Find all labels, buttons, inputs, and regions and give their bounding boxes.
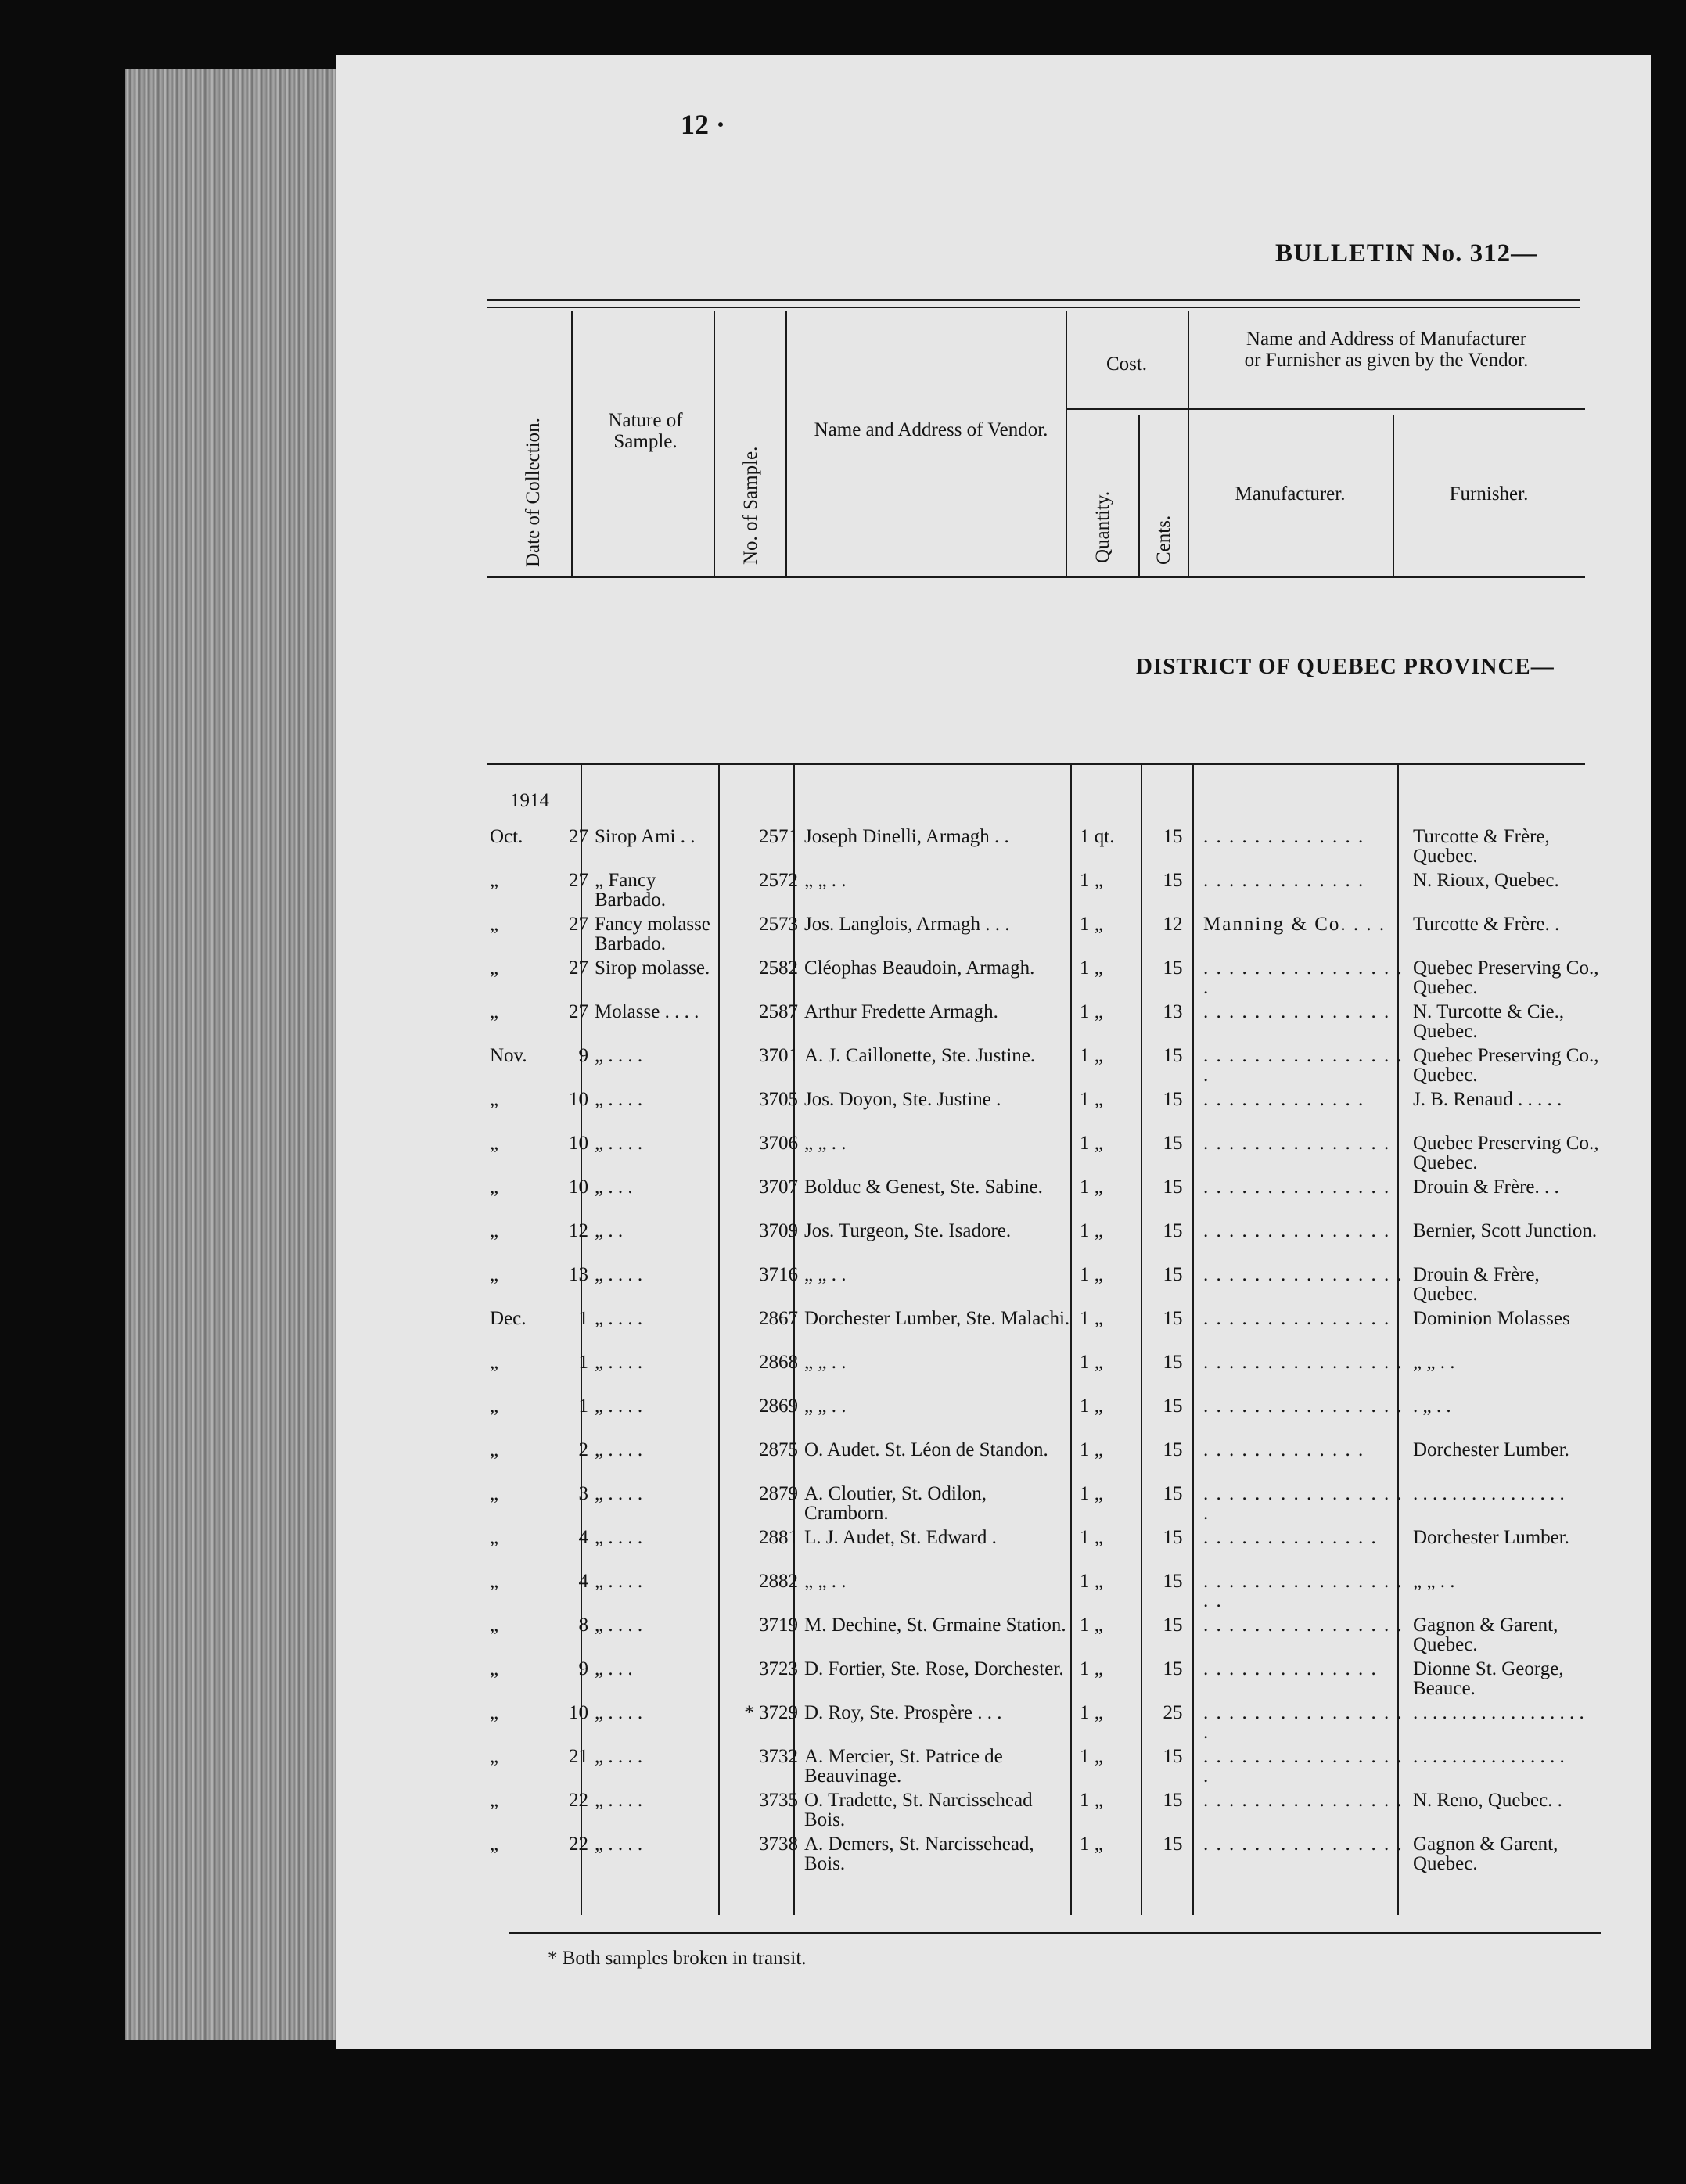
year-label: 1914 xyxy=(510,790,549,811)
date-day-cell: 27 xyxy=(569,914,588,935)
cost-cents-cell: 15 xyxy=(1163,1483,1183,1504)
date-month-cell: „ xyxy=(490,870,499,891)
sample-number-cell: 3705 xyxy=(759,1089,798,1110)
header-top-rule xyxy=(487,299,1580,301)
nature-of-sample-cell: „ . . . . xyxy=(595,1308,643,1329)
date-day-cell: 12 xyxy=(569,1220,588,1241)
manufacturer-cell: . . . . . . . . . . . . . . . xyxy=(1203,1220,1391,1241)
table-row xyxy=(487,1133,1612,1177)
furnisher-cell: Gagnon & Garent, Quebec. xyxy=(1413,1834,1558,1874)
cost-cents-cell: 12 xyxy=(1163,914,1183,935)
sample-number-cell: 2587 xyxy=(759,1001,798,1022)
manufacturer-cell: . . . . . . . . . . . . . xyxy=(1203,1439,1365,1460)
table-row xyxy=(487,958,1612,1002)
table-row xyxy=(487,914,1612,958)
furnisher-cell: N. Reno, Quebec. . xyxy=(1413,1790,1562,1811)
header-nature-of-sample: Nature of Sample. xyxy=(608,410,683,452)
samples-table xyxy=(487,827,1612,1878)
date-month-cell: „ xyxy=(490,1001,499,1022)
cost-cents-cell: 15 xyxy=(1163,1658,1183,1679)
vendor-name-address-cell: Jos. Langlois, Armagh . . . xyxy=(804,914,1010,935)
date-month-cell: „ xyxy=(490,1220,499,1241)
header-top-rule-2 xyxy=(487,307,1580,308)
furnisher-cell: Quebec Preserving Co., Quebec. xyxy=(1413,957,1599,998)
furnisher-cell: Dorchester Lumber. xyxy=(1413,1439,1569,1460)
vendor-name-address-cell: O. Audet. St. Léon de Standon. xyxy=(804,1439,1048,1460)
date-day-cell: 4 xyxy=(578,1527,588,1548)
nature-of-sample-cell: „ . . . . xyxy=(595,1089,643,1110)
manufacturer-cell: . . . . . . . . . . . . . . . . . xyxy=(1203,1746,1404,1787)
nature-of-sample-cell: „ . . . . xyxy=(595,1702,643,1723)
sample-number-cell: 2571 xyxy=(759,826,798,847)
table-row xyxy=(487,1396,1612,1440)
date-day-cell: 10 xyxy=(569,1089,588,1110)
header-no-of-sample: No. of Sample. xyxy=(740,446,761,565)
furnisher-cell: J. B. Renaud . . . . . xyxy=(1413,1089,1562,1110)
quantity-cell: 1 „ xyxy=(1080,1133,1103,1154)
date-day-cell: 8 xyxy=(578,1615,588,1636)
nature-of-sample-cell: „ . . . . xyxy=(595,1264,643,1285)
table-row xyxy=(487,1791,1612,1834)
cost-cents-cell: 15 xyxy=(1163,1176,1183,1198)
manufacturer-cell: . . . . . . . . . . . . . . . xyxy=(1203,1176,1391,1198)
quantity-cell: 1 „ xyxy=(1080,1089,1103,1110)
sample-number-cell: 2868 xyxy=(759,1352,798,1373)
nature-of-sample-cell: „ . . . . xyxy=(595,1834,643,1855)
header-furnisher: Furnisher. xyxy=(1449,483,1529,505)
table-row xyxy=(487,871,1612,914)
date-day-cell: 27 xyxy=(569,826,588,847)
nature-of-sample-cell: Sirop molasse. xyxy=(595,957,710,979)
vendor-name-address-cell: „ „ . . xyxy=(804,1133,847,1154)
table-row xyxy=(487,1615,1612,1659)
body-top-rule xyxy=(487,763,1585,765)
furnisher-cell: Bernier, Scott Junction. xyxy=(1413,1220,1598,1241)
date-day-cell: 27 xyxy=(569,1001,588,1022)
date-month-cell: Dec. xyxy=(490,1308,527,1329)
vendor-name-address-cell: Joseph Dinelli, Armagh . . xyxy=(804,826,1009,847)
nature-of-sample-cell: „ . . . . xyxy=(595,1483,643,1504)
cost-cents-cell: 15 xyxy=(1163,1352,1183,1373)
table-row xyxy=(487,1834,1612,1878)
date-day-cell: 13 xyxy=(569,1264,588,1285)
date-month-cell: „ xyxy=(490,1264,499,1285)
header-cost: Cost. xyxy=(1105,354,1148,375)
table-row xyxy=(487,1221,1612,1265)
vendor-name-address-cell: „ „ . . xyxy=(804,1352,847,1373)
cost-cents-cell: 15 xyxy=(1163,1439,1183,1460)
cost-cents-cell: 15 xyxy=(1163,870,1183,891)
cost-cents-cell: 15 xyxy=(1163,1308,1183,1329)
page-number: 12 · xyxy=(681,109,726,140)
date-month-cell: „ xyxy=(490,1658,499,1679)
table-row xyxy=(487,1703,1612,1747)
date-day-cell: 1 xyxy=(578,1352,588,1373)
furnisher-cell: „ „ . . xyxy=(1413,1352,1455,1373)
date-day-cell: 9 xyxy=(578,1045,588,1066)
nature-of-sample-cell: „ . . . xyxy=(595,1176,633,1198)
sample-number-cell: 2869 xyxy=(759,1396,798,1417)
quantity-cell: 1 qt. xyxy=(1080,826,1115,847)
date-month-cell: „ xyxy=(490,957,499,979)
manufacturer-cell: . . . . . . . . . . . . . . xyxy=(1203,1658,1378,1679)
date-month-cell: „ xyxy=(490,1439,499,1460)
sample-number-cell: * 3729 xyxy=(744,1702,798,1723)
sample-number-cell: 2582 xyxy=(759,957,798,979)
vendor-name-address-cell: Arthur Fredette Armagh. xyxy=(804,1001,998,1022)
furnisher-cell: Turcotte & Frère. . xyxy=(1413,914,1560,935)
sample-number-cell: 3723 xyxy=(759,1658,798,1679)
header-manufacturer: Manufacturer. xyxy=(1235,483,1346,505)
sample-number-cell: 3738 xyxy=(759,1834,798,1855)
table-row xyxy=(487,1484,1612,1528)
furnisher-cell: . . . . . . . . . . . . . . . . xyxy=(1413,1483,1565,1504)
table-row xyxy=(487,1747,1612,1791)
manufacturer-cell: . . . . . . . . . . . . . . . xyxy=(1203,1133,1391,1154)
date-month-cell: „ xyxy=(490,1834,499,1855)
table-row xyxy=(487,1572,1612,1615)
table-row xyxy=(487,1002,1612,1046)
date-month-cell: „ xyxy=(490,1702,499,1723)
vendor-name-address-cell: „ „ . . xyxy=(804,1264,847,1285)
sample-number-cell: 3716 xyxy=(759,1264,798,1285)
table-row xyxy=(487,1659,1612,1703)
date-month-cell: „ xyxy=(490,1133,499,1154)
quantity-cell: 1 „ xyxy=(1080,1527,1103,1548)
cost-cents-cell: 15 xyxy=(1163,1790,1183,1811)
date-month-cell: „ xyxy=(490,1089,499,1110)
vendor-name-address-cell: Bolduc & Genest, Ste. Sabine. xyxy=(804,1176,1043,1198)
sample-number-cell: 2875 xyxy=(759,1439,798,1460)
date-day-cell: 27 xyxy=(569,957,588,979)
header-cents: Cents. xyxy=(1153,515,1174,565)
vendor-name-address-cell: L. J. Audet, St. Edward . xyxy=(804,1527,997,1548)
quantity-cell: 1 „ xyxy=(1080,1352,1103,1373)
nature-of-sample-cell: „ . . . . xyxy=(595,1527,643,1548)
vendor-name-address-cell: Jos. Turgeon, Ste. Isadore. xyxy=(804,1220,1012,1241)
date-month-cell: „ xyxy=(490,1615,499,1636)
cost-cents-cell: 15 xyxy=(1163,1133,1183,1154)
quantity-cell: 1 „ xyxy=(1080,1439,1103,1460)
header-divider xyxy=(1188,311,1189,576)
cost-subrule xyxy=(1066,408,1188,410)
vendor-name-address-cell: „ „ . . xyxy=(804,1571,847,1592)
cost-cents-cell: 15 xyxy=(1163,1834,1183,1855)
furnisher-cell: Drouin & Frère, Quebec. xyxy=(1413,1264,1540,1305)
nature-of-sample-cell: „ . . xyxy=(595,1220,624,1241)
header-divider xyxy=(571,311,573,576)
sample-number-cell: 3707 xyxy=(759,1176,798,1198)
nature-of-sample-cell: „ . . . . xyxy=(595,1352,643,1373)
manufacturer-cell: . . . . . . . . . . . . . . . xyxy=(1203,1001,1391,1022)
table-row xyxy=(487,1309,1612,1352)
header-divider xyxy=(1138,415,1140,576)
table-row xyxy=(487,1528,1612,1572)
manufacturer-cell: . . . . . . . . . . . . . . . . . . xyxy=(1203,1571,1404,1611)
vendor-name-address-cell: O. Tradette, St. Narcissehead Bois. xyxy=(804,1790,1033,1830)
quantity-cell: 1 „ xyxy=(1080,1001,1103,1022)
furnisher-cell: Quebec Preserving Co., Quebec. xyxy=(1413,1045,1599,1086)
cost-cents-cell: 13 xyxy=(1163,1001,1183,1022)
sample-number-cell: 3706 xyxy=(759,1133,798,1154)
nature-of-sample-cell: „ . . . . xyxy=(595,1439,643,1460)
date-month-cell: Oct. xyxy=(490,826,523,847)
date-month-cell: „ xyxy=(490,1527,499,1548)
date-month-cell: „ xyxy=(490,1571,499,1592)
cost-cents-cell: 15 xyxy=(1163,1746,1183,1767)
sample-number-cell: 3732 xyxy=(759,1746,798,1767)
table-row xyxy=(487,1352,1612,1396)
table-row xyxy=(487,1046,1612,1090)
date-month-cell: Nov. xyxy=(490,1045,527,1066)
vendor-name-address-cell: Jos. Doyon, Ste. Justine . xyxy=(804,1089,1001,1110)
vendor-name-address-cell: A. J. Caillonette, Ste. Justine. xyxy=(804,1045,1036,1066)
sample-number-cell: 3701 xyxy=(759,1045,798,1066)
vendor-name-address-cell: D. Fortier, Ste. Rose, Dorchester. xyxy=(804,1658,1064,1679)
quantity-cell: 1 „ xyxy=(1080,1790,1103,1811)
manufacturer-cell: . . . . . . . . . . . . . . . . . xyxy=(1203,957,1404,998)
body-bottom-rule xyxy=(509,1932,1601,1934)
sample-number-cell: 2572 xyxy=(759,870,798,891)
cost-cents-cell: 15 xyxy=(1163,1045,1183,1066)
cost-cents-cell: 15 xyxy=(1163,1396,1183,1417)
vendor-name-address-cell: D. Roy, Ste. Prospère . . . xyxy=(804,1702,1002,1723)
date-day-cell: 22 xyxy=(569,1834,588,1855)
furnisher-cell: . „ . . xyxy=(1413,1396,1451,1417)
date-month-cell: „ xyxy=(490,1746,499,1767)
furnisher-cell: Gagnon & Garent, Quebec. xyxy=(1413,1615,1558,1655)
header-date-of-collection: Date of Collection. xyxy=(523,418,544,567)
nature-of-sample-cell: „ . . . xyxy=(595,1658,633,1679)
furnisher-cell: Quebec Preserving Co., Quebec. xyxy=(1413,1133,1599,1173)
date-day-cell: 22 xyxy=(569,1790,588,1811)
furnisher-cell: . . . . . . . . . . . . . . . . xyxy=(1413,1746,1565,1767)
manufacturer-cell: . . . . . . . . . . . . . . . . xyxy=(1203,1396,1404,1417)
quantity-cell: 1 „ xyxy=(1080,1045,1103,1066)
quantity-cell: 1 „ xyxy=(1080,1834,1103,1855)
manufacturer-cell: . . . . . . . . . . . . . xyxy=(1203,826,1365,847)
date-month-cell: „ xyxy=(490,1483,499,1504)
sample-number-cell: 2879 xyxy=(759,1483,798,1504)
date-day-cell: 10 xyxy=(569,1176,588,1198)
header-vendor: Name and Address of Vendor. xyxy=(814,419,1048,440)
sample-number-cell: 3735 xyxy=(759,1790,798,1811)
date-day-cell: 27 xyxy=(569,870,588,891)
manufacturer-cell: . . . . . . . . . . . . . . . xyxy=(1203,1308,1391,1329)
manufacturer-cell: . . . . . . . . . . . . . . . . . xyxy=(1203,1483,1404,1524)
table-row xyxy=(487,1177,1612,1221)
quantity-cell: 1 „ xyxy=(1080,1615,1103,1636)
furnisher-cell: Drouin & Frère. . . xyxy=(1413,1176,1559,1198)
manufacturer-cell: . . . . . . . . . . . . . xyxy=(1203,1089,1365,1110)
date-day-cell: 1 xyxy=(578,1308,588,1329)
date-day-cell: 21 xyxy=(569,1746,588,1767)
date-day-cell: 9 xyxy=(578,1658,588,1679)
manufacturer-cell: . . . . . . . . . . . . . . . . xyxy=(1203,1615,1404,1636)
manufacturer-subrule xyxy=(1188,408,1585,410)
sample-number-cell: 2882 xyxy=(759,1571,798,1592)
nature-of-sample-cell: „ . . . . xyxy=(595,1133,643,1154)
quantity-cell: 1 „ xyxy=(1080,1220,1103,1241)
bulletin-title: BULLETIN No. 312— xyxy=(1275,239,1538,268)
cost-cents-cell: 25 xyxy=(1163,1702,1183,1723)
date-day-cell: 1 xyxy=(578,1396,588,1417)
table-row xyxy=(487,1090,1612,1133)
sample-number-cell: 3709 xyxy=(759,1220,798,1241)
vendor-name-address-cell: Dorchester Lumber, Ste. Malachi. xyxy=(804,1308,1070,1329)
cost-cents-cell: 15 xyxy=(1163,1264,1183,1285)
vendor-name-address-cell: „ „ . . xyxy=(804,1396,847,1417)
nature-of-sample-cell: Sirop Ami . . xyxy=(595,826,696,847)
manufacturer-cell: . . . . . . . . . . . . . . . . . xyxy=(1203,1045,1404,1086)
nature-of-sample-cell: „ . . . . xyxy=(595,1746,643,1767)
vendor-name-address-cell: „ „ . . xyxy=(804,870,847,891)
quantity-cell: 1 „ xyxy=(1080,1702,1103,1723)
quantity-cell: 1 „ xyxy=(1080,1746,1103,1767)
quantity-cell: 1 „ xyxy=(1080,1264,1103,1285)
sample-number-cell: 2867 xyxy=(759,1308,798,1329)
nature-of-sample-cell: „ . . . . xyxy=(595,1615,643,1636)
quantity-cell: 1 „ xyxy=(1080,1176,1103,1198)
date-month-cell: „ xyxy=(490,1396,499,1417)
quantity-cell: 1 „ xyxy=(1080,1483,1103,1504)
quantity-cell: 1 „ xyxy=(1080,957,1103,979)
manufacturer-cell: . . . . . . . . . . . . . . xyxy=(1203,1527,1378,1548)
sample-number-cell: 3719 xyxy=(759,1615,798,1636)
furnisher-cell: N. Turcotte & Cie., Quebec. xyxy=(1413,1001,1565,1042)
date-month-cell: „ xyxy=(490,914,499,935)
date-day-cell: 10 xyxy=(569,1133,588,1154)
header-name-address-manufacturer-furnisher: Name and Address of Manufacturer or Furnisher as given by the Vendor. xyxy=(1244,329,1529,371)
vendor-name-address-cell: A. Demers, St. Narcissehead, Bois. xyxy=(804,1834,1034,1874)
header-divider xyxy=(714,311,715,576)
date-day-cell: 4 xyxy=(578,1571,588,1592)
quantity-cell: 1 „ xyxy=(1080,870,1103,891)
nature-of-sample-cell: Fancy molasse Barbado. xyxy=(595,914,710,954)
cost-cents-cell: 15 xyxy=(1163,957,1183,979)
manufacturer-cell: . . . . . . . . . . . . . . . . xyxy=(1203,1790,1404,1811)
nature-of-sample-cell: „ . . . . xyxy=(595,1571,643,1592)
manufacturer-cell: . . . . . . . . . . . . . . . . . xyxy=(1203,1702,1404,1743)
manufacturer-cell: Manning & Co. . . . xyxy=(1203,914,1386,935)
date-day-cell: 3 xyxy=(578,1483,588,1504)
header-divider xyxy=(1066,311,1067,576)
quantity-cell: 1 „ xyxy=(1080,914,1103,935)
manufacturer-cell: . . . . . . . . . . . . . . . . xyxy=(1203,1834,1404,1855)
furnisher-cell: Dionne St. George, Beauce. xyxy=(1413,1658,1564,1699)
vendor-name-address-cell: M. Dechine, St. Grmaine Station. xyxy=(804,1615,1066,1636)
nature-of-sample-cell: Molasse . . . . xyxy=(595,1001,699,1022)
furnisher-cell: Turcotte & Frère, Quebec. xyxy=(1413,826,1550,867)
furnisher-cell: Dorchester Lumber. xyxy=(1413,1527,1569,1548)
quantity-cell: 1 „ xyxy=(1080,1658,1103,1679)
cost-cents-cell: 15 xyxy=(1163,1089,1183,1110)
date-day-cell: 10 xyxy=(569,1702,588,1723)
vendor-name-address-cell: Cléophas Beaudoin, Armagh. xyxy=(804,957,1035,979)
date-month-cell: „ xyxy=(490,1176,499,1198)
sample-number-cell: 2573 xyxy=(759,914,798,935)
book-page-edges xyxy=(125,69,344,2040)
vendor-name-address-cell: A. Mercier, St. Patrice de Beauvinage. xyxy=(804,1746,1003,1787)
header-bottom-rule xyxy=(487,576,1585,578)
nature-of-sample-cell: „ . . . . xyxy=(595,1396,643,1417)
quantity-cell: 1 „ xyxy=(1080,1308,1103,1329)
nature-of-sample-cell: „ Fancy Barbado. xyxy=(595,870,666,911)
nature-of-sample-cell: „ . . . . xyxy=(595,1790,643,1811)
sample-number-cell: 2881 xyxy=(759,1527,798,1548)
furnisher-cell: N. Rioux, Quebec. xyxy=(1413,870,1559,891)
date-month-cell: „ xyxy=(490,1790,499,1811)
quantity-cell: 1 „ xyxy=(1080,1396,1103,1417)
date-day-cell: 2 xyxy=(578,1439,588,1460)
furnisher-cell: Dominion Molasses xyxy=(1413,1308,1570,1329)
date-month-cell: „ xyxy=(490,1352,499,1373)
cost-cents-cell: 15 xyxy=(1163,826,1183,847)
district-heading: DISTRICT OF QUEBEC PROVINCE— xyxy=(1136,654,1555,679)
table-row xyxy=(487,827,1612,871)
cost-cents-cell: 15 xyxy=(1163,1571,1183,1592)
vendor-name-address-cell: A. Cloutier, St. Odilon, Cramborn. xyxy=(804,1483,987,1524)
header-divider xyxy=(785,311,787,576)
table-row xyxy=(487,1440,1612,1484)
header-quantity: Quantity. xyxy=(1092,490,1113,563)
manufacturer-cell: . . . . . . . . . . . . . . . . xyxy=(1203,1352,1404,1373)
cost-cents-cell: 15 xyxy=(1163,1220,1183,1241)
nature-of-sample-cell: „ . . . . xyxy=(595,1045,643,1066)
manufacturer-cell: . . . . . . . . . . . . . . . . xyxy=(1203,1264,1404,1285)
furnisher-cell: „ „ . . xyxy=(1413,1571,1455,1592)
table-row xyxy=(487,1265,1612,1309)
footnote: * Both samples broken in transit. xyxy=(548,1948,807,1969)
cost-cents-cell: 15 xyxy=(1163,1527,1183,1548)
manufacturer-cell: . . . . . . . . . . . . . xyxy=(1203,870,1365,891)
furnisher-cell: . . . . . . . . . . . . . . . . . . xyxy=(1413,1702,1584,1723)
cost-cents-cell: 15 xyxy=(1163,1615,1183,1636)
quantity-cell: 1 „ xyxy=(1080,1571,1103,1592)
